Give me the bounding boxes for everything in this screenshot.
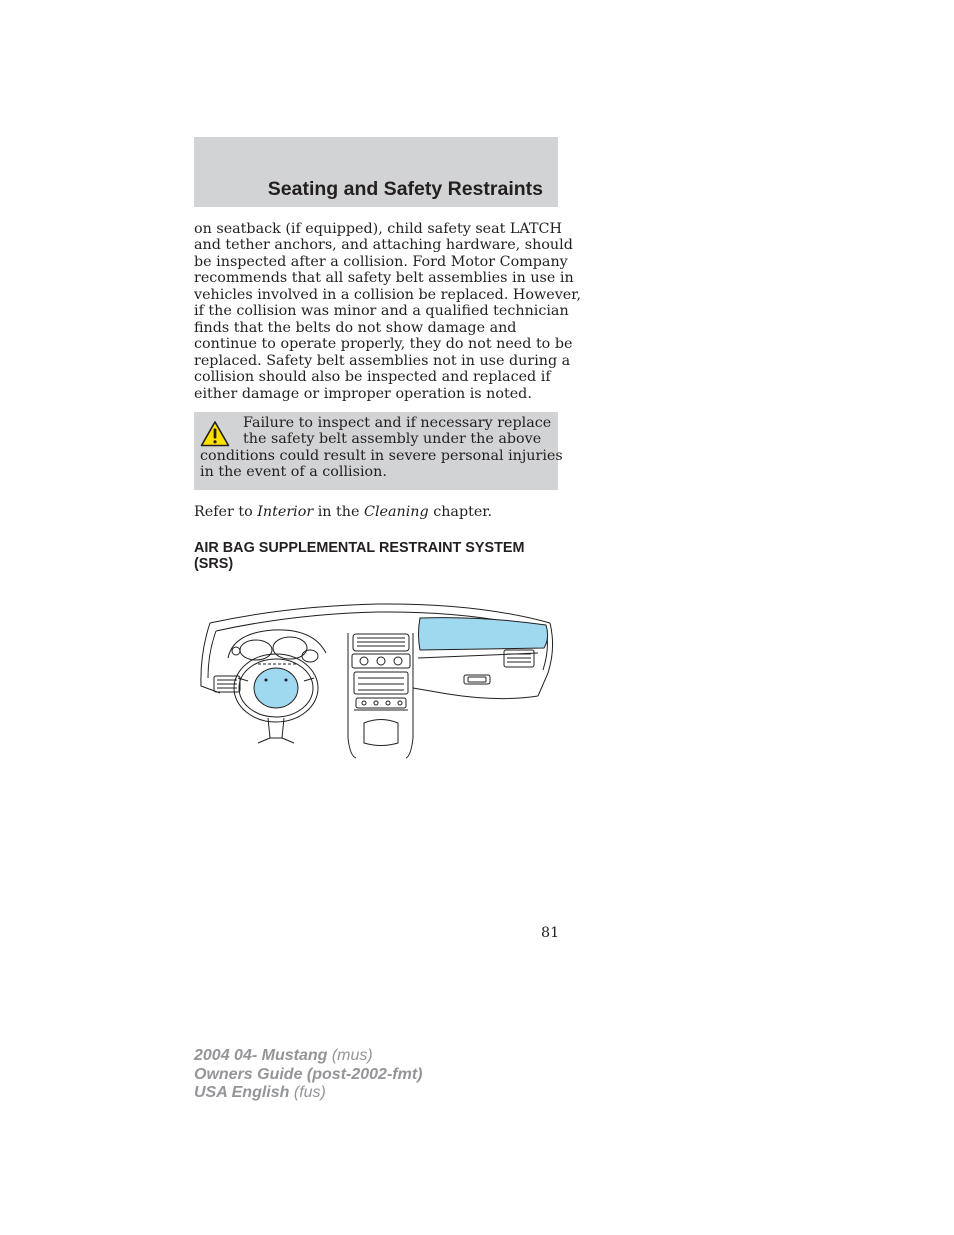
body-line: on seatback (if equipped), child safety seat LATCH xyxy=(194,221,562,237)
footer-line-1 xyxy=(194,1047,422,1066)
body-line: collision should also be inspected and replaced if xyxy=(194,369,551,386)
body-paragraph xyxy=(194,221,582,402)
page-number: 81 xyxy=(541,925,560,941)
body-line: replaced. Safety belt assemblies not in use during a xyxy=(194,352,571,369)
warning-line: Failure to inspect and if necessary replace xyxy=(243,415,552,431)
refer-middle: in the xyxy=(313,504,365,520)
footer-guide: Owners Guide (post-2002-fmt) xyxy=(194,1065,423,1083)
section-header-band xyxy=(194,137,558,207)
footer-model: 2004 04- Mustang xyxy=(194,1047,328,1064)
body-line: and tether anchors, and attaching hardware, should xyxy=(194,237,573,254)
body-line: continue to operate properly, they do not need to be xyxy=(194,336,573,353)
warning-line: conditions could result in severe personal injuries xyxy=(200,447,563,464)
footer-language: USA English xyxy=(194,1084,290,1101)
footer-language-code: (fus) xyxy=(289,1084,326,1101)
dashboard-airbag-illustration xyxy=(198,598,558,760)
warning-box xyxy=(194,412,563,490)
refer-term-interior: Interior xyxy=(257,504,314,520)
cross-reference xyxy=(194,504,492,520)
body-line: recommends that all safety belt assemblies in use in xyxy=(194,270,574,287)
warning-line: the safety belt assembly under the above xyxy=(243,431,542,448)
warning-text xyxy=(200,415,563,481)
body-line: either damage or improper operation is noted. xyxy=(194,385,532,402)
footer-model-code: (mus) xyxy=(327,1047,373,1064)
refer-term-cleaning: Cleaning xyxy=(364,504,429,520)
warning-line: in the event of a collision. xyxy=(200,464,387,481)
footer-metadata xyxy=(194,1047,422,1103)
body-line: vehicles involved in a collision be replaced. However, xyxy=(194,286,582,303)
section-heading-line: AIR BAG SUPPLEMENTAL RESTRAINT SYSTEM xyxy=(194,540,525,556)
body-line: be inspected after a collision. Ford Motor Company xyxy=(194,253,568,270)
section-title: Seating and Safety Restraints xyxy=(267,178,543,200)
footer-line-2 xyxy=(194,1066,422,1085)
body-line: finds that the belts do not show damage and xyxy=(194,319,517,336)
section-heading xyxy=(194,540,524,572)
footer-line-3 xyxy=(194,1084,422,1103)
section-heading-line: (SRS) xyxy=(194,556,234,572)
refer-suffix: chapter. xyxy=(428,504,493,520)
refer-prefix: Refer to xyxy=(194,504,258,520)
body-line: if the collision was minor and a qualified technician xyxy=(194,303,569,320)
